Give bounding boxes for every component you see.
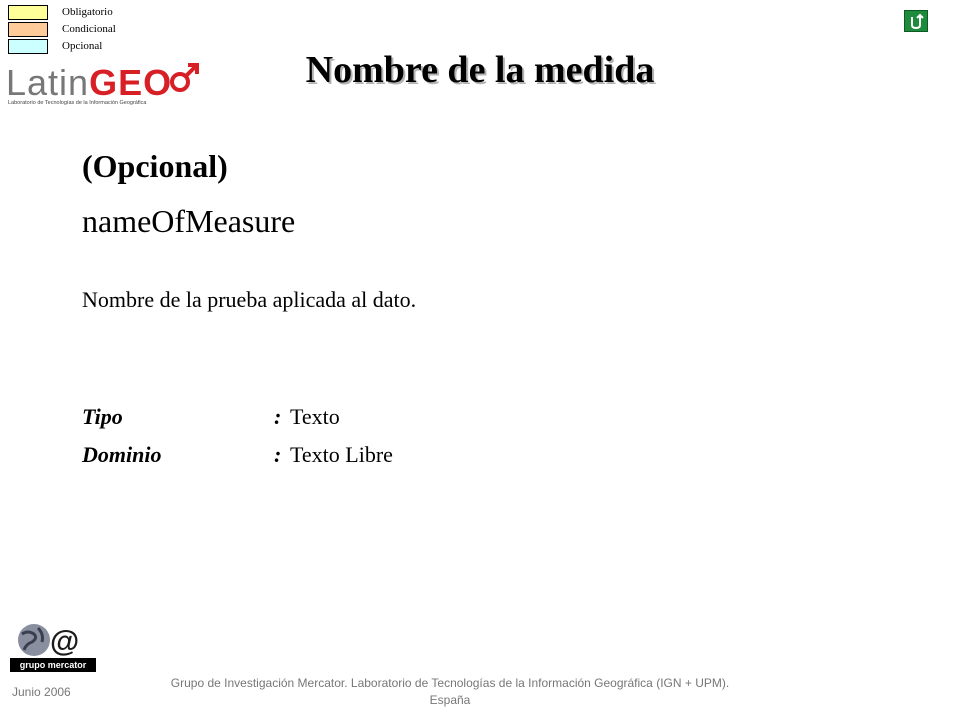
field-separator: : <box>274 404 282 429</box>
legend-swatch-obligatorio <box>8 5 48 20</box>
logo-geo-text: GEO <box>89 62 173 103</box>
field-key: Dominio <box>82 442 162 467</box>
grupo-mercator-logo <box>8 622 98 678</box>
footer-credits-line2: España <box>429 693 471 707</box>
obligation-status: (Opcional) <box>82 148 228 184</box>
footer-credits <box>130 675 770 709</box>
field-value: Texto Libre <box>290 442 393 467</box>
legend-swatch-condicional <box>8 22 48 37</box>
legend-label-opcional: Opcional <box>62 40 103 52</box>
field-separator: : <box>274 442 282 467</box>
element-name: nameOfMeasure <box>82 203 296 239</box>
latingeo-subtitle: Laboratorio de Tecnologías de la Información Geográfica <box>8 100 147 106</box>
return-arrow-icon <box>905 11 927 31</box>
element-description: Nombre de la prueba aplicada al dato. <box>82 287 417 312</box>
field-value: Texto <box>290 404 340 429</box>
legend-label-obligatorio: Obligatorio <box>62 6 113 18</box>
grupo-mercator-label: grupo mercator <box>10 658 96 672</box>
globe-at-icon <box>12 622 82 658</box>
logo-latin-text: Latin <box>6 62 90 103</box>
page-title: Nombre de la medida <box>305 49 655 91</box>
footer-date: Junio 2006 <box>12 685 71 699</box>
return-button[interactable] <box>904 10 928 32</box>
svg-text:@: @ <box>50 625 80 658</box>
legend-label-condicional: Condicional <box>62 23 116 35</box>
field-key: Tipo <box>82 404 123 429</box>
footer-credits-line1: Grupo de Investigación Mercator. Laboratorio de Tecnologías de la Información Geográfica (IGN + UPM). <box>170 676 730 690</box>
